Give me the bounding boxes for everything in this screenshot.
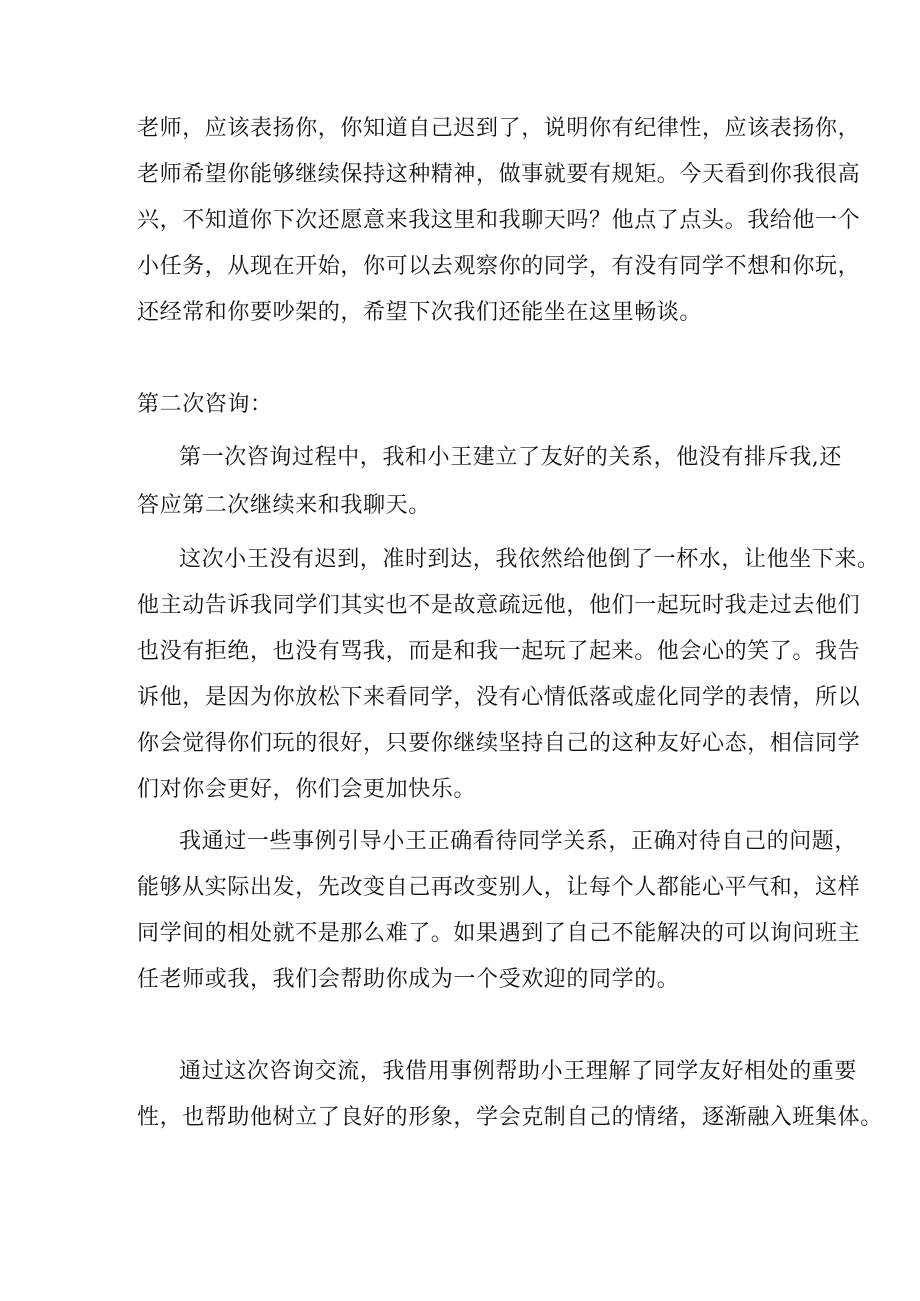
text-line: 也没有拒绝，也没有骂我，而是和我一起玩了起来。他会心的笑了。我告 (137, 639, 861, 664)
text-line: 诉他，是因为你放松下来看同学，没有心情低落或虚化同学的表情，所以 (137, 685, 861, 710)
text-line: 这次小王没有迟到，准时到达，我依然给他倒了一杯水，让他坐下来。 (179, 547, 880, 572)
text-line: 们对你会更好，你们会更加快乐。 (137, 777, 477, 802)
text-line: 任老师或我，我们会帮助你成为一个受欢迎的同学的。 (137, 967, 680, 992)
text-line: 你会觉得你们玩的很好，只要你继续坚持自己的这种友好心态，相信同学 (137, 731, 861, 756)
text-line: 老师希望你能够继续保持这种精神，做事就要有规矩。今天看到你我很高 (137, 162, 861, 187)
text-line: 还经常和你要吵架的，希望下次我们还能坐在这里畅谈。 (137, 300, 703, 325)
text-line: 小任务，从现在开始，你可以去观察你的同学，有没有同学不想和你玩， (137, 254, 861, 279)
text-line: 能够从实际出发，先改变自己再改变别人，让每个人都能心平气和，这样 (137, 875, 861, 900)
text-line: 答应第二次继续来和我聊天。 (137, 493, 431, 518)
text-line: 他主动告诉我同学们其实也不是故意疏远他，他们一起玩时我走过去他们 (137, 593, 861, 618)
text-line: 通过这次咨询交流，我借用事例帮助小王理解了同学友好相处的重要 (179, 1059, 858, 1084)
text-line: 兴，不知道你下次还愿意来我这里和我聊天吗？他点了点头。我给他一个 (137, 208, 861, 233)
text-line: 我通过一些事例引导小王正确看待同学关系，正确对待自己的问题， (179, 829, 858, 854)
text-line: 同学间的相处就不是那么难了。如果遇到了自己不能解决的可以询问班主 (137, 921, 861, 946)
text-line: 第一次咨询过程中，我和小王建立了友好的关系，他没有排斥我,还 (179, 445, 842, 470)
section-heading: 第二次咨询： (137, 392, 273, 417)
text-line: 性，也帮助他树立了良好的形象，学会克制自己的情绪，逐渐融入班集体。 (137, 1105, 883, 1130)
text-line: 老师，应该表扬你，你知道自己迟到了，说明你有纪律性，应该表扬你， (137, 116, 861, 141)
